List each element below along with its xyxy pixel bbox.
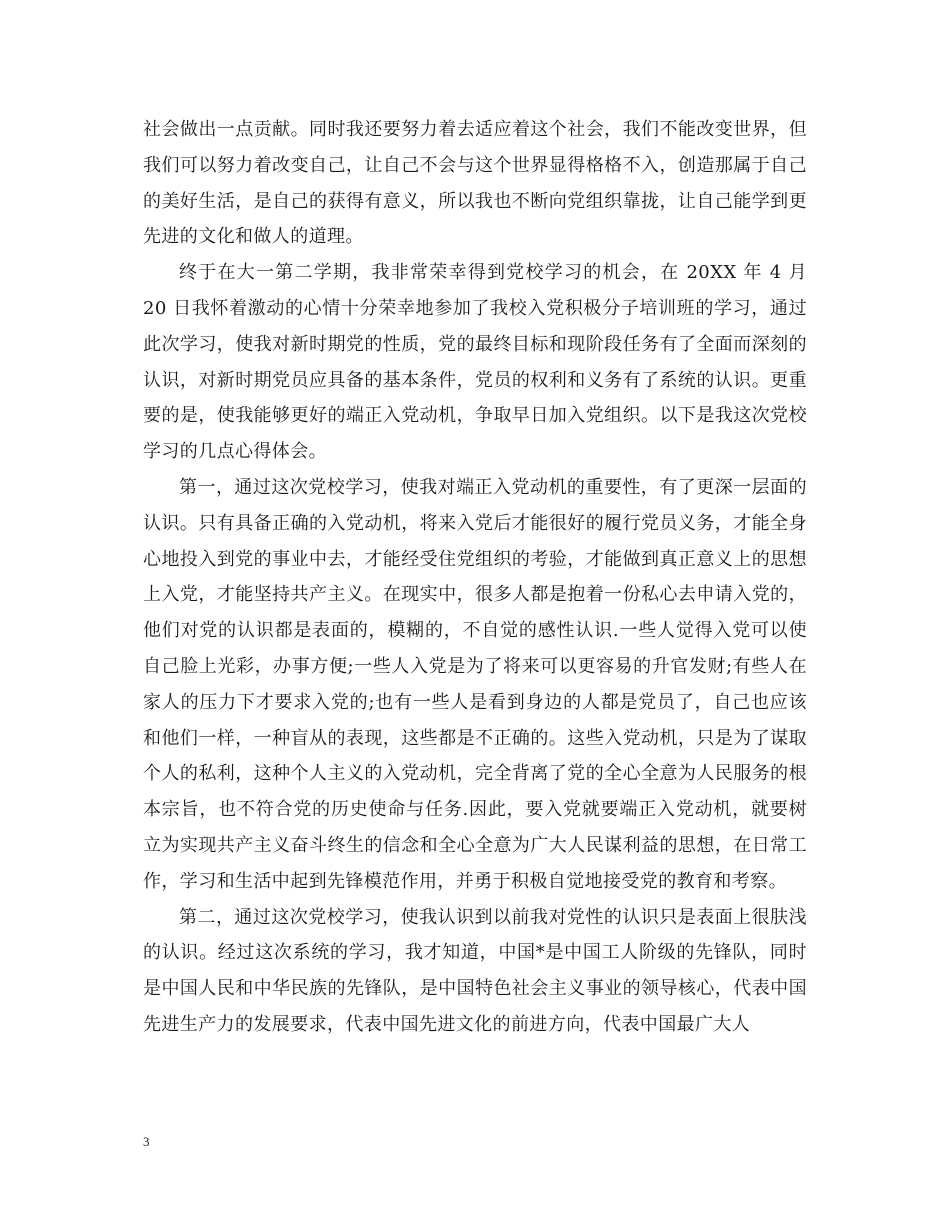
paragraph-4: 第二，通过这次党校学习，使我认识到以前我对党性的认识只是表面上很肤浅的认识。经过这次系统的学习，我才知道，中国*是中国工人阶级的先锋队，同时是中国人民和中华民族的先锋队，是中国特色社会主义事业的领导核心，代表中国先进生产力的发展要求，代表中国先进文化的前进方向，代表中国最广大人 [143, 906, 807, 1035]
paragraph-1: 社会做出一点贡献。同时我还要努力着去适应着这个社会，我们不能改变世界，但我们可以努力着改变自己，让自己不会与这个世界显得格格不入，创造那属于自己的美好生活，是自己的获得有意义，所以我也不断向党组织靠拢，让自己能学到更先进的文化和做人的道理。 [143, 119, 807, 248]
page-number: 3 [143, 1134, 150, 1149]
paragraph-2: 终于在大一第二学期，我非常荣幸得到党校学习的机会，在 20XX 年 4 月 20 日我怀着激动的心情十分荣幸地参加了我校入党积极分子培训班的学习，通过此次学习，使我对新时期党的性质，党的最终目标和现阶段任务有了全面而深刻的认识，对新时期党员应具备的基本条件，党员的权利和义务有了系统的认识。更重要的是，使我能够更好的端正入党动机，争取早日加入党组织。以下是我这次党校学习的几点心得体会。 [143, 262, 807, 463]
paragraph-3: 第一，通过这次党校学习，使我对端正入党动机的重要性，有了更深一层面的认识。只有具备正确的入党动机，将来入党后才能很好的履行党员义务，才能全身心地投入到党的事业中去，才能经受住党组织的考验，才能做到真正意义上的思想上入党，才能坚持共产主义。在现实中，很多人都是抱着一份私心去申请入党的，他们对党的认识都是表面的，模糊的，不自觉的感性认识.一些人觉得入党可以使自己脸上光彩，办事方便;一些人入党是为了将来可以更容易的升官发财;有些人在家人的压力下才要求入党的;也有一些人是看到身边的人都是党员了，自己也应该和他们一样，一种盲从的表现，这些都是不正确的。这些入党动机，只是为了谋取个人的私利，这种个人主义的入党动机，完全背离了党的全心全意为人民服务的根本宗旨，也不符合党的历史使命与任务.因此，要入党就要端正入党动机，就要树立为实现共产主义奋斗终生的信念和全心全意为广大人民谋利益的思想，在日常工作，学习和生活中起到先锋模范作用，并勇于积极自觉地接受党的教育和考察。 [143, 476, 807, 892]
document-body [143, 112, 807, 1043]
